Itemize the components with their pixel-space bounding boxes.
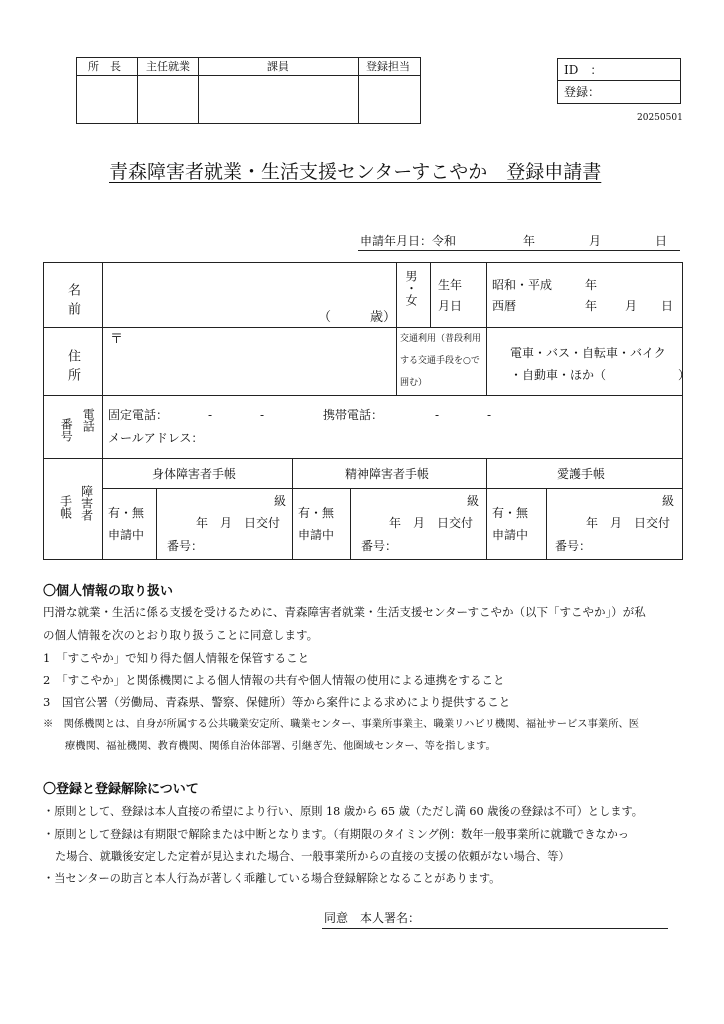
email-label: メールアドレス： [108,431,204,445]
phone-label-col2: 番号 [59,418,74,442]
handbook-mental-title: 精神障害者手帳 [345,467,430,481]
transport-note-3: 囲む） [400,378,428,388]
privacy-note-2: 療機関、福祉機関、教育機関、関係自治体部署、引継ぎ先、他圏域センター、等を指します。 [65,740,496,752]
col-line [156,488,157,559]
id-label: ID ： [564,63,603,77]
approval-col-line [358,57,359,123]
handbook-aigo-number: 番号： [555,539,592,553]
date-day: 日 [655,234,668,248]
col-line [396,327,397,396]
address-label: 住所 [65,349,80,387]
registration-line-4: ・当センターの助言と本人行為が著しく乖離している場合登録解除となることがあります。 [43,872,501,885]
birthdate-label-1: 生年 [438,278,463,292]
handbook-mental-number: 番号： [361,539,398,553]
sex-select[interactable]: 男・女 [404,270,418,306]
handbook-physical-title: 身体障害者手帳 [152,467,237,481]
transport-options-1[interactable]: 電車・バス・自転車・バイク [510,346,666,360]
id-box-divider [557,80,680,81]
name-label: 名前 [65,283,80,321]
handbook-aigo-grade: 級 [662,494,675,508]
mobile-label: 携帯電話： [323,408,384,422]
approval-col-line [198,57,199,123]
birthdate-label-2: 月日 [438,299,463,313]
transport-note-1: 交通利用（普段利用 [400,334,482,344]
approval-header-staff: 課員 [267,60,289,73]
handbook-label-col2: 手帳 [58,495,73,519]
landline-input[interactable]: - - [208,408,265,422]
phone-label-col1: 電話 [81,408,96,432]
transport-options-2[interactable]: ・自動車・ほか（ ） [510,368,691,382]
col-line [546,488,547,559]
col-line [486,458,487,559]
era-options[interactable]: 昭和・平成 [492,278,553,292]
handbook-mental-issued: 年 月 日交付 [389,516,474,530]
registration-heading: 〇登録と登録解除について [43,782,199,797]
label-col-line [102,262,103,559]
seireki-year: 年 [585,299,598,313]
date-month: 月 [589,234,602,248]
postal-mark: 〒 [110,332,124,347]
privacy-note-1: ※ 関係機関とは、自身が所属する公共職業安定所、職業センター、事業所事業主、職業リハビリ機関、福祉サービス事業所、医 [43,718,640,730]
privacy-item-1: 1 「すこやか」で知り得た個人情報を保管すること [43,651,310,665]
handbook-mental-grade: 級 [467,494,480,508]
handbook-physical-number: 番号： [167,539,204,553]
approval-header-chief: 主任就業 [146,60,190,73]
approval-header-director: 所 長 [88,60,121,73]
registration-line-1: ・原則として、登録は本人直接の希望により行い、原則 18 歳から 65 歳（ただし満 60 歳後の登録は不可）とします。 [43,805,643,818]
handbook-physical-issued: 年 月 日交付 [196,516,281,530]
document-code: 20250501 [637,113,683,123]
row-line [43,327,682,328]
col-line [430,262,431,328]
handbook-physical-has[interactable]: 有・無 [108,506,145,520]
privacy-item-2: 2 「すこやか」と関係機関による個人情報の共有や個人情報の使用による連携をすること [43,673,505,687]
era-year: 年 [585,278,598,292]
col-line [292,458,293,559]
privacy-intro-2: の個人情報を次のとおり取り扱うことに同意します。 [43,628,319,642]
row-line [43,395,682,396]
registration-line-2: ・原則として登録は有期限で解除または中断となります。（有期限のタイミング例：数年一般事業所に就職できなかっ [43,828,629,841]
signature-line[interactable] [322,928,668,929]
registration-line-3: た場合、就職後安定した定着が見込まれた場合、一般事業所からの直接の支援の依頼がない場合、等） [55,850,570,863]
handbook-aigo-applying[interactable]: 申請中 [492,528,529,542]
approval-header-registrar: 登録担当 [366,60,410,73]
handbook-aigo-has[interactable]: 有・無 [492,506,529,520]
date-year: 年 [523,234,536,248]
handbook-aigo-title: 愛護手帳 [557,467,606,481]
age-field: （ 歳） [318,310,397,325]
approval-divider [76,75,420,76]
seireki-day: 日 [661,299,674,313]
seireki-label: 西暦 [492,299,517,313]
date-underline [358,250,680,251]
col-line [486,327,487,396]
row-line [102,488,682,489]
handbook-label-col1: 障害者 [79,485,94,521]
privacy-heading: 〇個人情報の取り扱い [43,584,174,599]
registration-label: 登録： [564,85,601,99]
date-label: 申請年月日：令和 [360,234,457,248]
privacy-intro-1: 円滑な就業・生活に係る支援を受けるために、青森障害者就業・生活支援センターすこやか（以下「すこやか」）が私 [43,605,646,619]
landline-label: 固定電話： [108,408,169,422]
handbook-mental-has[interactable]: 有・無 [298,506,335,520]
privacy-item-3: 3 国官公署（労働局、青森県、警察、保健所）等から案件による求めにより提供すること [43,695,511,709]
seireki-month: 月 [625,299,638,313]
handbook-physical-applying[interactable]: 申請中 [108,528,145,542]
col-line [396,262,397,328]
signature-label: 同意 本人署名： [324,911,421,925]
row-line [43,458,682,459]
handbook-aigo-issued: 年 月 日交付 [586,516,671,530]
handbook-physical-grade: 級 [274,494,287,508]
col-line [486,262,487,328]
handbook-mental-applying[interactable]: 申請中 [298,528,335,542]
mobile-input[interactable]: - - [435,408,492,422]
page-title: 青森障害者就業・生活支援センターすこやか 登録申請書 [109,161,602,183]
transport-note-2: する交通手段を○で [400,356,480,366]
col-line [350,488,351,559]
approval-col-line [137,57,138,123]
